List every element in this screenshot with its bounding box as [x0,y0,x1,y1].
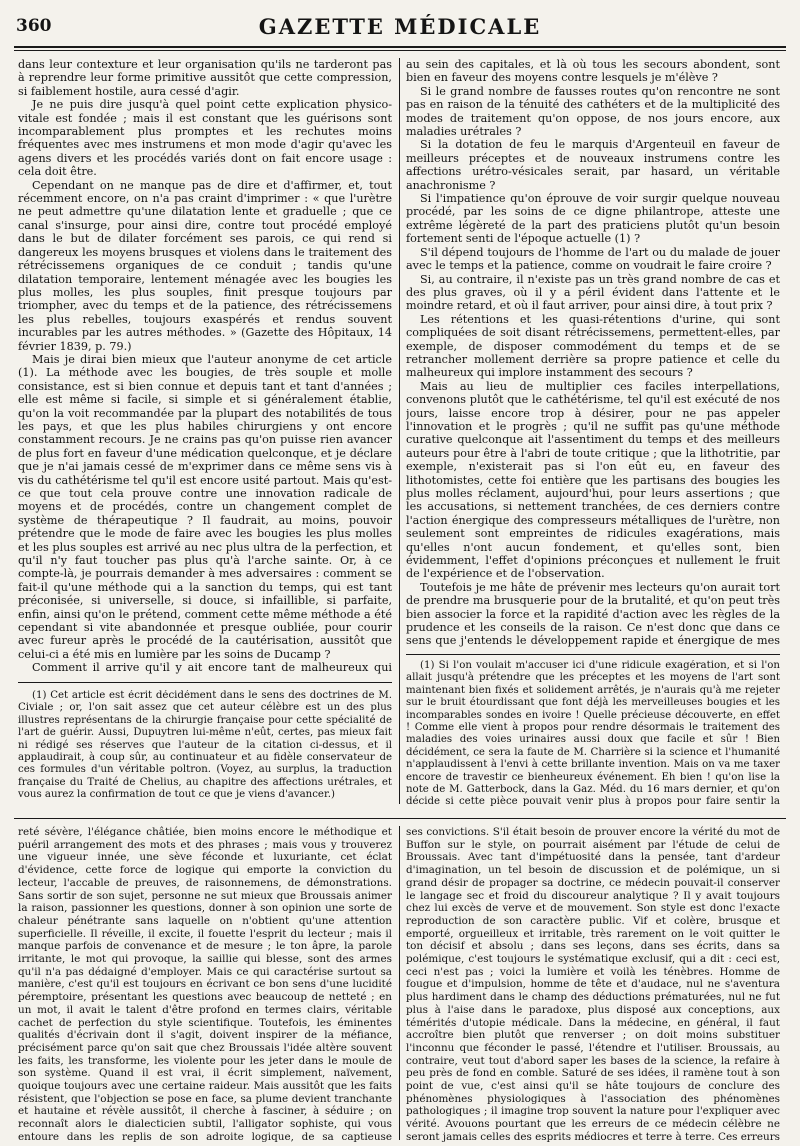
left-paragraph: dans leur contexture et leur organisation qu'ils ne tarderont pas à reprendre leur forme primitive aussitôt que cette compression, si faiblement hostile, aura cessé d'agir. [18,58,392,98]
right-paragraph: Si l'impatience qu'on éprouve de voir surgir quelque nouveau procédé, par les soins de ce digne philantrope, atteste une extrême légèreté de la part des praticiens plutôt qu'un besoin fortement senti de l'époque actuelle (1) ? [406,192,780,246]
left-paragraph: Cependant on ne manque pas de dire et d'affirmer, et, tout récemment encore, on n'a pas craint d'imprimer : « que l'urètre ne peut admettre qu'une dilatation lente et graduelle ; que ce canal s'insurge, pour ainsi dire, contre tout procédé employé dans le but de dilater forcément ses parois, ce qui rend si dangereux les moyens brusques et violens dans le traitement des rétrécissemens organiques de ce conduit ; tandis qu'une dilatation temporaire, lentement ménagée avec les bougies les plus molles, les plus souples, finit presque toujours par triompher, avec du temps et de la patience, des rétrécissemens les plus rebelles, toujours exaspérés et rendus souvent incurables par les autres méthodes. » (Gazette des Hôpitaux, 14 février 1839, p. 79.) [18,178,392,353]
lower-left-column [18,826,392,1142]
footnote-left-text: (1) Cet article est écrit décidément dans le sens des doctrines de M. Civiale ; or, l'on sait assez que cet auteur célèbre est un des plus illustres représentans de la chirurgie française pour cette spécialité de l'art de guérir. Aussi, Dupuytren lui-même n'eût, certes, pas mieux fait ni rédigé ses réserves que l'auteur de la citation ci-dessus, et il applaudirait, à coup sûr, au continuateur et au fidèle conservateur de ces formules d'un véritable poltron. (Voyez, au surplus, la traduction française du Traité de Chelius, au chapitre des affections urétrales, et vous aurez la confirmation de tout ce que je viens d'avancer.) [18,690,392,801]
header-rule-thick [14,46,786,48]
page-number: 360 [16,16,52,36]
upper-left-column [18,58,392,675]
footnote-rule-right [406,654,780,655]
footnote-right [406,660,780,806]
section-separator [14,818,786,819]
left-paragraph: Mais je dirai bien mieux que l'auteur anonyme de cet article (1). La méthode avec les bougies, de très souple et molle consistance, est si bien connue et depuis tant et tant d'années ; elle est même si facile, si simple et si généralement établie, qu'on la voit recommandée par la plupart des notabilités de tous les pays, et que les plus habiles chirurgiens y ont encore constamment recours. Je ne crains pas qu'on puisse rien avancer de plus fort en faveur d'une médication quelconque, et je déclare que je n'ai jamais cessé de m'exprimer dans ce même sens vis à vis du cathétérisme tel qu'il est encore usité partout. Mais qu'est-ce que tout cela prouve contre une innovation radicale de moyens et de procédés, contre un changement complet de système de thérapeutique ? Il faudrait, au moins, pouvoir prétendre que le mode de faire avec les bougies les plus molles et les plus souples est arrivé au nec plus ultra de la perfection, et qu'il n'y faut toucher pas plus qu'à l'arche sainte. Or, à ce compte-là, je pourrais demander à mes adversaires : comment se fait-il qu'une méthode qui a la sanction du temps, qui est tant préconisée, si universelle, si douce, si infaillible, si parfaite, enfin, ainsi qu'on le prétend, comment cette même méthode a été cependant si vite abandonnée et presque oubliée, pour courir avec fureur après le procédé de la cautérisation, aussitôt que celui-ci a été mis en lumière par les soins de Ducamp ? [18,352,392,661]
upper-right-column [406,58,780,648]
footnote-rule-left [18,682,392,683]
right-paragraph: au sein des capitales, et là où tous les secours abondent, sont bien en faveur des moyens contre lesquels je m'élève ? [406,58,780,85]
lower-right-text: ses convictions. S'il était besoin de prouver encore la vérité du mot de Buffon sur le style, on pourrait aisément par l'étude de celui de Broussais. Avec tant d'impétuosité dans la pensée, tant d'ardeur d'imagination, un tel besoin de discussion et de polémique, un si grand désir de propager sa doctrine, ce médecin pouvait-il conserver le langage sec et froid du discoureur analytique ? Il y avait toujours chez lui excès de verve et de mouvement. Son style est donc l'exacte reproduction de son caractère public. Vif et colère, brusque et emporté, orgueilleux et irritable, très rarement on le voit quitter le ton décisif et absolu ; dans ses leçons, dans ses écrits, dans sa polémique, c'est toujours le systématique exclusif, qui a dit : ceci est, ceci n'est pas ; voici la lumière et voilà les ténèbres. Homme de fougue et d'impulsion, homme de tête et d'audace, nul ne s'aventura plus hardiment dans le champ des déductions prématurées, nul ne fut plus à l'aise dans le paradoxe, plus disposé aux conceptions, aux témérités d'utopie médicale. Dans la médecine, en général, il faut accroître bien plutôt que renverser ; on doit moins substituer l'inconnu que féconder le passé, l'étendre et l'utiliser. Broussais, au contraire, veut tout d'abord saper les bases de la science, la refaire à peu près de fond en comble. Saturé de ses idées, il ramène tout à son point de vue, c'est ainsi qu'il se hâte toujours de conclure des phénomènes physiologiques à l'association des phénomènes pathologiques ; il imagine trop souvent la nature pour l'expliquer avec vérité. Avouons pourtant que les erreurs de ce médecin célèbre ne seront jamais celles des esprits médiocres et terre à terre. Ces erreurs [406,826,780,1142]
footnote-left [18,690,392,806]
right-paragraph: Les rétentions et les quasi-rétentions d'urine, qui sont compliquées de soit disant rétrécissemens, permettent-elles, par exemple, de disposer commodément du temps et de se retrancher mollement derrière sa propre patience et celle du malheureux qui implore instamment des secours ? [406,312,780,380]
upper-column-divider [399,58,400,804]
right-paragraph: Mais au lieu de multiplier ces faciles interpellations, convenons plutôt que le cathétérisme, tel qu'il est exécuté de nos jours, laisse encore trop à désirer, pour ne pas appeler l'innovation et le progrès ; qu'il ne suffit pas qu'une méthode curative quelconque ait l'assentiment du temps et des meilleurs auteurs pour être à l'abri de toute critique ; que la lithotritie, par exemple, n'existerait pas si l'on eût eu, en faveur des lithotomistes, cette foi entière que les partisans des bougies les plus molles réclament, aujourd'hui, pour leurs assertions ; que les accusations, si nettement tranchées, de ces derniers contre l'action énergique des compresseurs métalliques de l'urètre, non seulement sont empreintes de ridicules exagérations, mais qu'elles n'ont aucun fondement, et qu'elles sont, bien évidemment, l'effet d'opinions préconçues et nullement le fruit de l'expérience et de l'observation. [406,379,780,581]
right-paragraph: Si, au contraire, il n'existe pas un très grand nombre de cas et des plus graves, où il y a péril évident dans l'attente et le moindre retard, et où il faut arriver, pour ainsi dire, à tout prix ? [406,272,780,313]
left-paragraph: Comment il arrive qu'il y ait encore tant de malheureux qui [32,661,392,675]
right-paragraph: Si la dotation de feu le marquis d'Argenteuil en faveur de meilleurs préceptes et de nouveaux instrumens contre les affections urétro-vésicales serait, par hasard, un véritable anachronisme ? [406,138,780,192]
header-rule-thin [14,50,786,51]
journal-title: GAZETTE MÉDICALE [258,14,542,39]
right-paragraph: Toutefois je me hâte de prévenir mes lecteurs qu'on aurait tort de prendre ma brusquerie pour de la brutalité, et qu'on peut très bien associer la force et la rapidité d'action avec les règles de la prudence et les conseils de la raison. Ce n'est donc que dans ce sens que j'entends le développement rapide et énergique de mes [406,580,780,648]
footnote-right-text: (1) Si l'on voulait m'accuser ici d'une ridicule exagération, et si l'on allait jusqu'à prétendre que les préceptes et les moyens de l'art sont maintenant bien fixés et solidement arrêtés, je n'aurais qu'à me rejeter sur le bruit étourdissant que font déjà les merveilleuses bougies et les incomparables sondes en ivoire ! Quelle précieuse découverte, en effet ! Comme elle vient à propos pour rendre désormais le traitement des maladies des voies urinaires aussi doux que facile et sûr ! Bien décidément, ce sera la faute de M. Charrière si la science et l'humanité n'applaudissent à l'envi à cette brillante invention. Mais on va me taxer encore de travestir ce bienheureux événement. Eh bien ! qu'on lise la note de M. Gatterbock, dans la Gaz. Méd. du 16 mars dernier, et qu'on décide si cette pièce pouvait venir plus à propos pour faire sentir la [406,660,780,806]
page-header [14,10,786,42]
lower-column-divider [399,826,400,1140]
lower-left-text: reté sévère, l'élégance châtiée, bien moins encore le méthodique et puéril arrangement des mots et des phrases ; mais vous y trouverez une vigueur innée, une sève féconde et luxuriante, cet éclat d'évidence, cette force de logique qui emporte la conviction du lecteur, l'accable de preuves, de raisonnemens, de démonstrations. Sans sortir de son sujet, personne ne sut mieux que Broussais animer la raison, passionner les questions, donner à son opinion une sorte de chaleur pénétrante sans laquelle on n'obtient qu'une attention superficielle. Il réveille, il excite, il fouette l'esprit du lecteur ; mais il manque parfois de convenance et de mesure ; le ton âpre, la parole irritante, le mot qui provoque, la saillie qui blesse, sont des armes qu'il n'a pas dédaigné d'employer. Mais ce qui caractérise surtout sa manière, c'est qu'il est toujours en écrivant ce bon sens d'une lucidité péremptoire, présentant les questions avec beaucoup de netteté ; en un mot, il avait le talent d'être profond en termes clairs, véritable cachet de perfection du style scientifique. Toutefois, les éminentes qualités d'écrivain dont il s'agit, doivent inspirer de la méfiance, précisément parce qu'on sait que chez Broussais l'idée altère souvent les faits, les transforme, les violente pour les jeter dans le moule de son système. Quand il est vrai, il écrit simplement, naïvement, quoique toujours avec une certaine raideur. Mais aussitôt que les faits résistent, que l'objection se pose en face, sa plume devient tranchante et hautaine et révèle aussitôt, il cherche à fasciner, à séduire ; on reconnaît alors le dialecticien subtil, l'alligator sophiste, qui vous entoure dans les replis de son adroite logique, de sa captieuse [18,826,392,1142]
left-paragraph: Je ne puis dire jusqu'à quel point cette explication physico-vitale est fondée ; mais il est constant que les guérisons sont incomparablement plus promptes et les rechutes moins fréquentes avec mes instrumens et mon mode d'agir qu'avec les agens divers et les procédés variés dont on fait encore usage : cela doit être. [18,98,392,179]
right-paragraph: S'il dépend toujours de l'homme de l'art ou du malade de jouer avec le temps et la patience, comme on voudrait le faire croire ? [406,245,780,273]
right-paragraph: Si le grand nombre de fausses routes qu'on rencontre ne sont pas en raison de la ténuité des cathéters et de la multiplicité des modes de traitement qu'on oppose, de nos jours encore, aux maladies urétrales ? [406,84,780,139]
lower-right-column [406,826,780,1142]
